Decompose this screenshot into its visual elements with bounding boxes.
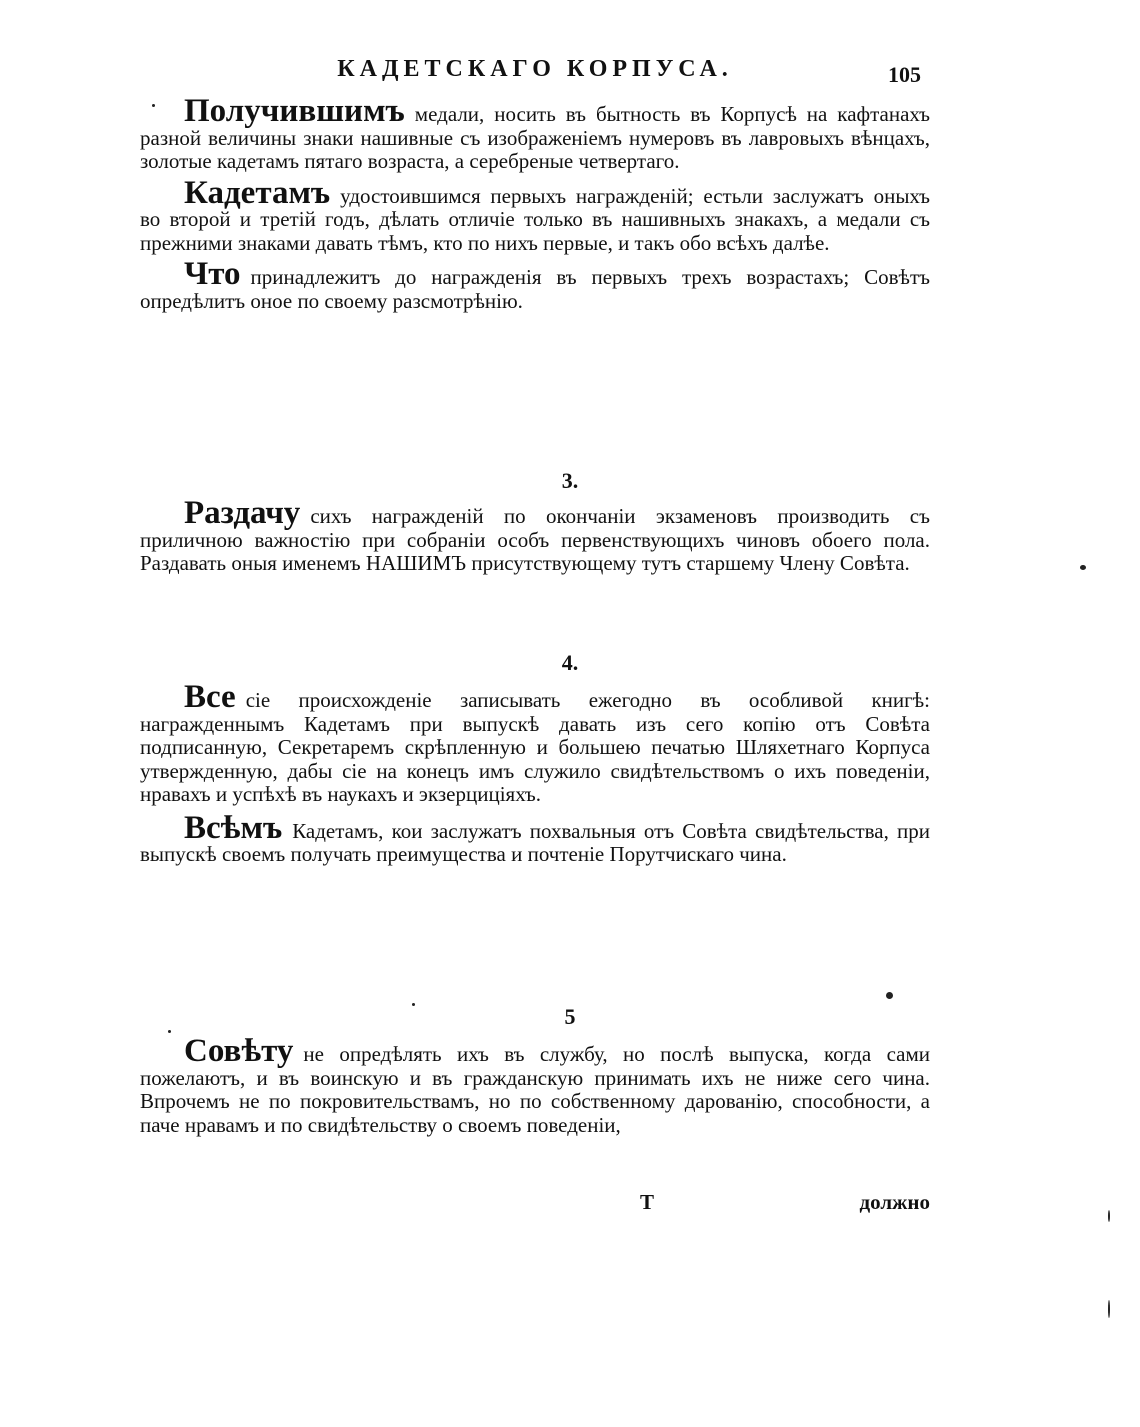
paragraph-lead: Всѣмъ <box>184 809 283 846</box>
section-number: 4. <box>561 650 579 675</box>
paragraph-text: медали, носить въ бытность въ Корпусѣ на кафтанахъ разной величины знаки нашивные съ изображенiемъ нумеровъ въ лавровыхъ вѣнцахъ, золотые кадетамъ пятаго возраста, а серебреные четвертаго. <box>140 102 930 173</box>
paragraph-lead: Раздачу <box>184 495 301 531</box>
paragraph <box>140 495 930 576</box>
paragraph-text: сихъ награжденiй по окончанiи экзаменовъ производить съ приличною важностiю при собранiи особъ первенствующихъ чиновъ обоего пола. Раздавать оныя именемъ НАШИМЪ присутствующему тутъ старшему Члену Совѣта. <box>140 504 930 575</box>
section-number: 3. <box>561 468 579 493</box>
ink-speck <box>1108 1300 1110 1318</box>
ink-speck <box>1108 1210 1110 1222</box>
paragraph-lead: Что <box>184 256 241 292</box>
paragraph-group-5 <box>140 1033 930 1137</box>
paragraph <box>140 809 930 867</box>
running-head: КАДЕТСКАГО КОРПУСА. <box>337 56 733 82</box>
ink-speck <box>412 1003 415 1006</box>
ink-speck <box>152 104 155 107</box>
page-number: 105 <box>888 62 921 87</box>
paragraph-group-2 <box>140 93 930 313</box>
paragraph <box>140 679 930 807</box>
signature-mark: Т <box>640 1190 655 1214</box>
paragraph-lead: Совѣту <box>184 1033 294 1069</box>
catchword: должно <box>859 1190 930 1214</box>
paragraph-lead: Все <box>184 679 236 715</box>
paragraph-group-4 <box>140 679 930 867</box>
paragraph <box>140 174 930 256</box>
section-number: 5 <box>564 1004 576 1029</box>
paragraph-text: не опредѣлять ихъ въ службу, но послѣ выпуска, когда сами пожелаютъ, и въ воинскую и въ гражданскую принимать ихъ не ниже сего чина. Впрочемъ не по покровительствамъ, но по собственному дарованiю, способности, а паче нравамъ и по свидѣтельству о своемъ поведенiи, <box>140 1042 930 1137</box>
ink-speck <box>1080 565 1086 570</box>
paragraph-text: Кадетамъ, кои заслужатъ похвальныя отъ Совѣта свидѣтельства, при выпускѣ своемъ получать преимущества и почтенiе Порутчискаго чина. <box>140 818 930 866</box>
paragraph <box>140 1033 930 1137</box>
paragraph-text: удостоившимся первыхъ награжденiй; естьли заслужатъ оныхъ во второй и третiй годъ, дѣлать отличiе только въ нашивныхъ знакахъ, а медали съ прежними знаками давать тѣмъ, кто по нихъ первые, и такъ обо всѣхъ далѣе. <box>140 183 930 255</box>
paragraph <box>140 93 930 174</box>
paragraph <box>140 256 930 313</box>
paragraph-group-3 <box>140 495 930 576</box>
ink-speck <box>168 1030 171 1033</box>
paragraph-lead: Получившимъ <box>184 93 405 129</box>
paragraph-lead: Кадетамъ <box>184 174 331 211</box>
paragraph-text: сiе происхожденiе записывать ежегодно въ особливой книгѣ: награжденнымъ Кадетамъ при выпускѣ давать изъ сего копiю отъ Совѣта подписанную, Секретаремъ скрѣпленную и большею печатью Шляхетнаго Корпуса утвержденную, дабы сiе на конецъ имъ служило свидѣтельствомъ о ихъ поведенiи, нравахъ и успѣхѣ въ наукахъ и экзерцицiяхъ. <box>140 688 930 806</box>
paragraph-text: принадлежитъ до награжденiя въ первыхъ трехъ возрастахъ; Совѣтъ опредѣлитъ оное по своему разсмотрѣнiю. <box>140 265 930 313</box>
ink-speck <box>886 992 893 999</box>
